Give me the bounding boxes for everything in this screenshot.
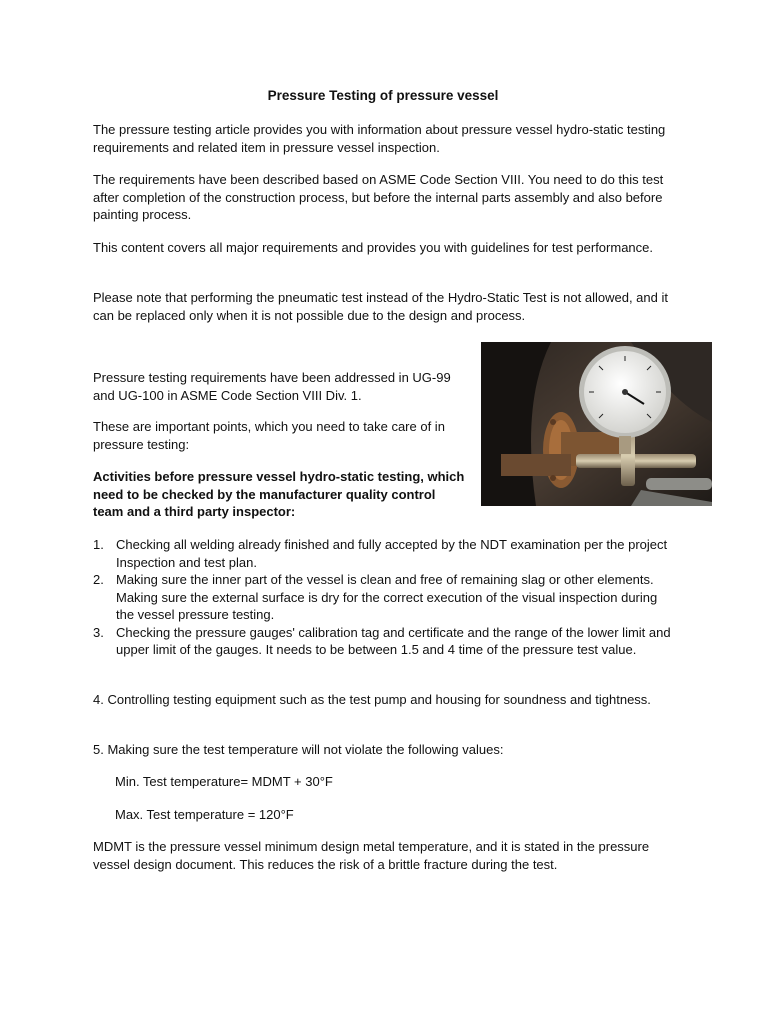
item-4-paragraph: 4. Controlling testing equipment such as the test pump and housing for soundness and tightness. xyxy=(93,692,651,707)
pressure-gauge-illustration xyxy=(481,342,712,506)
activities-list xyxy=(93,536,678,659)
requirements-paragraph: Pressure testing requirements have been addressed in UG-99 and UG-100 in ASME Code Section VIII Div. 1. xyxy=(93,370,451,403)
min-temperature-line: Min. Test temperature= MDMT + 30°F xyxy=(115,774,333,789)
important-points-paragraph: These are important points, which you need to take care of in pressure testing: xyxy=(93,419,445,452)
page-title: Pressure Testing of pressure vessel xyxy=(267,88,499,103)
list-item-text: Checking the pressure gauges' calibration tag and certificate and the range of the lower limit and upper limit of the gauges. It needs to be between 1.5 and 4 time of the pressure test value. xyxy=(116,624,671,657)
list-item-number: 2. xyxy=(93,572,104,587)
intro-paragraph-1: The pressure testing article provides you with information about pressure vessel hydro-static testing requirements and related item in pressure vessel inspection. xyxy=(93,122,666,155)
list-item xyxy=(93,624,678,659)
activities-heading: Activities before pressure vessel hydro-static testing, which need to be checked by the manufacturer quality control team and a third party inspector: xyxy=(93,469,465,519)
item-5-paragraph: 5. Making sure the test temperature will not violate the following values: xyxy=(93,742,504,757)
intro-paragraph-3: This content covers all major requirements and provides you with guidelines for test performance. xyxy=(93,240,653,255)
list-item-number: 1. xyxy=(93,537,104,552)
list-item-text: Making sure the inner part of the vessel is clean and free of remaining slag or other elements. Making sure the external surface is dry for the correct execution of the visual inspection during the vessel pressure testing. xyxy=(116,572,658,622)
intro-paragraph-4: Please note that performing the pneumatic test instead of the Hydro-Static Test is not allowed, and it can be replaced only when it is not possible due to the design and process. xyxy=(93,290,668,323)
pressure-gauge-photo xyxy=(481,342,712,506)
list-item-text: Checking all welding already finished and fully accepted by the NDT examination per the project Inspection and test plan. xyxy=(116,537,668,570)
intro-paragraph-2: The requirements have been described based on ASME Code Section VIII. You need to do this test after completion of the construction process, but before the internal parts assembly and also before painting process. xyxy=(93,172,664,222)
mdmt-paragraph: MDMT is the pressure vessel minimum design metal temperature, and it is stated in the pressure vessel design document. This reduces the risk of a brittle fracture during the test. xyxy=(93,839,650,872)
max-temperature-line: Max. Test temperature = 120°F xyxy=(115,807,294,822)
list-item xyxy=(93,536,678,571)
list-item xyxy=(93,571,678,624)
list-item-number: 3. xyxy=(93,624,104,640)
